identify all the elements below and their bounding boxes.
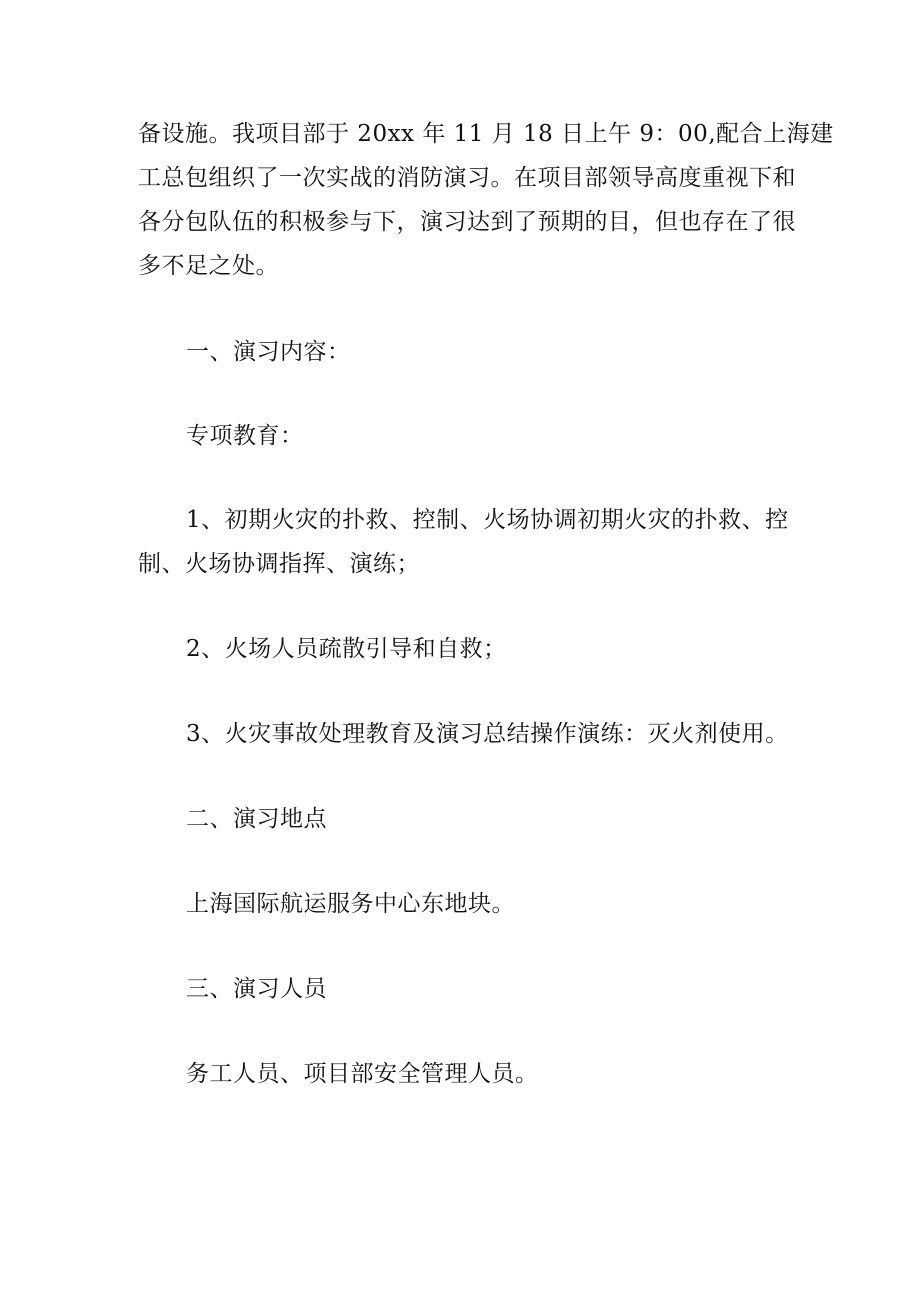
intro-paragraph bbox=[138, 112, 834, 288]
special-education-label bbox=[138, 414, 836, 458]
section-3-heading-text: 三、演习人员 bbox=[186, 976, 327, 1002]
item-1-paragraph bbox=[138, 498, 788, 586]
intro-line-1: 备设施。我项目部于 20xx 年 11 月 18 日上午 9：00,配合上海建 bbox=[138, 121, 834, 147]
intro-line-3: 各分包队伍的积极参与下，演习达到了预期的目，但也存在了很 bbox=[138, 209, 796, 235]
intro-line-4: 多不足之处。 bbox=[138, 253, 279, 279]
item-3-paragraph bbox=[138, 712, 836, 756]
intro-line-2: 工总包组织了一次实战的消防演习。在项目部领导高度重视下和 bbox=[138, 165, 796, 191]
section-2-heading bbox=[138, 797, 836, 841]
section-2-heading-text: 二、演习地点 bbox=[186, 806, 327, 832]
location-paragraph bbox=[138, 882, 836, 926]
item-1-line-2: 制、火场协调指挥、演练； bbox=[138, 551, 420, 577]
item-2-paragraph bbox=[138, 627, 836, 671]
item-2-text: 2、火场人员疏散引导和自救； bbox=[186, 636, 507, 662]
section-3-heading bbox=[138, 967, 836, 1011]
section-1-heading bbox=[138, 330, 836, 374]
personnel-paragraph bbox=[138, 1052, 836, 1096]
item-3-text: 3、火灾事故处理教育及演习总结操作演练：灭火剂使用。 bbox=[186, 721, 789, 747]
special-education-text: 专项教育： bbox=[186, 423, 304, 449]
item-1-line-1: 1、初期火灾的扑救、控制、火场协调初期火灾的扑救、控 bbox=[186, 507, 789, 533]
section-1-heading-text: 一、演习内容： bbox=[186, 339, 351, 365]
personnel-text: 务工人员、项目部安全管理人员。 bbox=[186, 1061, 539, 1087]
location-text: 上海国际航运服务中心东地块。 bbox=[186, 891, 515, 917]
